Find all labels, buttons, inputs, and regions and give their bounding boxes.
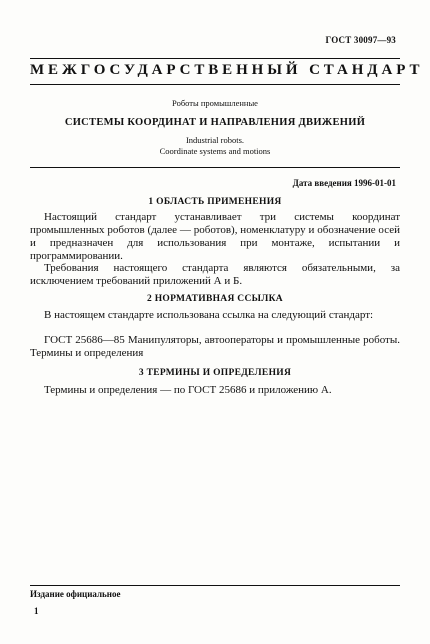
section-heading: 3 ТЕРМИНЫ И ОПРЕДЕЛЕНИЯ bbox=[138, 368, 292, 378]
standard-banner: МЕЖГОСУДАРСТВЕННЫЙ СТАНДАРТ bbox=[30, 62, 424, 78]
edition-label: Издание официальное bbox=[30, 589, 121, 599]
footer-rule bbox=[30, 585, 400, 586]
english-title-line-2: Coordinate systems and motions bbox=[159, 146, 271, 156]
banner-top-rule bbox=[30, 58, 400, 59]
title-separator-rule bbox=[30, 167, 400, 168]
section-paragraph: Термины и определения — по ГОСТ 25686 и приложению А. bbox=[44, 384, 332, 396]
section-paragraph: В настоящем стандарте использована ссылка на следующий стандарт: bbox=[44, 309, 374, 321]
section-heading: 2 НОРМАТИВНАЯ ССЫЛКА bbox=[147, 294, 283, 304]
banner-bottom-rule bbox=[30, 84, 400, 85]
page-number: 1 bbox=[34, 606, 39, 616]
section-heading: 1 ОБЛАСТЬ ПРИМЕНЕНИЯ bbox=[148, 197, 282, 207]
section-paragraph: ГОСТ 25686—85 Манипуляторы, автооператоры и промышленные роботы. Термины и определения bbox=[30, 334, 400, 359]
section-paragraph: Требования настоящего стандарта являются обязательными, за исключением требований приложений А и Б. bbox=[30, 262, 400, 287]
section-paragraph: Настоящий стандарт устанавливает три системы координат промышленных роботов (далее — роботов), номенклатуру и обозначение осей и предназначен для использования при монтаже, испытании и программировании. bbox=[30, 211, 400, 262]
document-code: ГОСТ 30097—93 bbox=[325, 35, 396, 45]
document-subtitle: Роботы промышленные bbox=[172, 98, 258, 108]
english-title-line-1: Industrial robots. bbox=[185, 135, 245, 145]
date-of-introduction: Дата введения 1996-01-01 bbox=[292, 178, 396, 188]
document-title: СИСТЕМЫ КООРДИНАТ И НАПРАВЛЕНИЯ ДВИЖЕНИЙ bbox=[64, 117, 366, 128]
